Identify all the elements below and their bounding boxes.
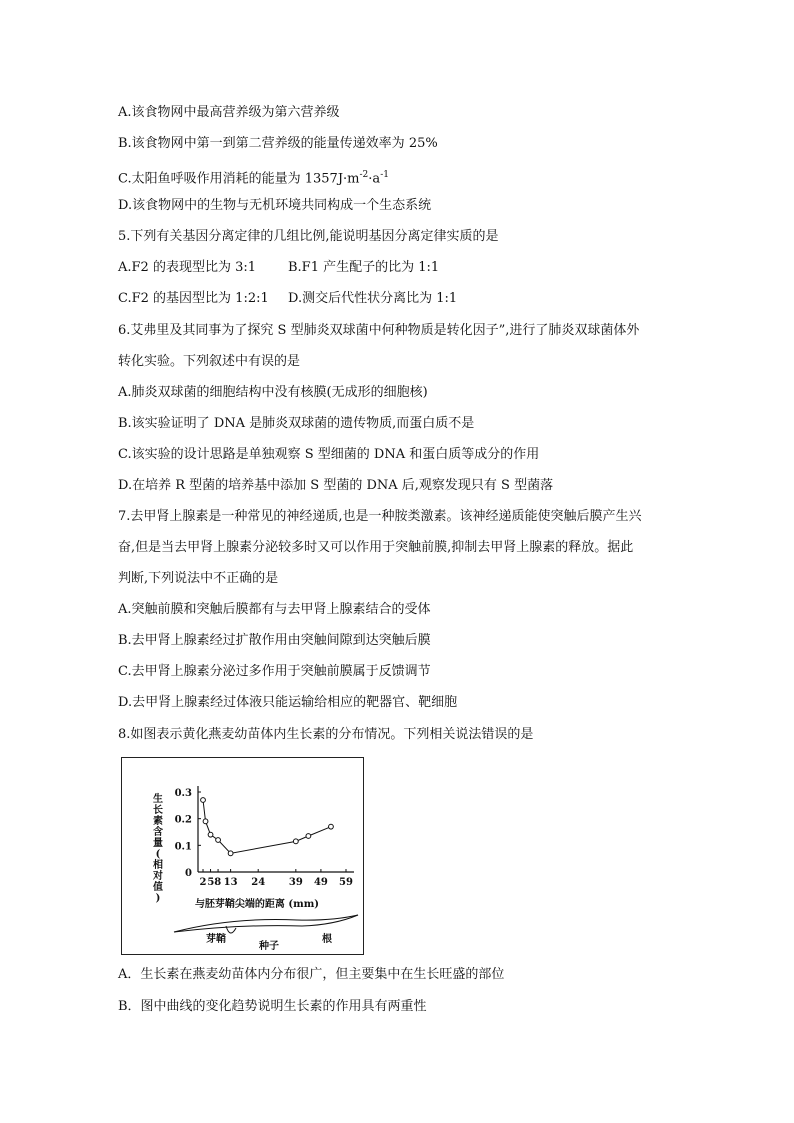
y-tick-label: 0.3 xyxy=(174,788,192,799)
q5-stem: 5.下列有关基因分离定律的几组比例,能说明基因分离定律实质的是 xyxy=(118,229,499,244)
q8-option-b: B．图中曲线的变化趋势说明生长素的作用具有两重性 xyxy=(118,999,427,1014)
q4-option-d: D.该食物网中的生物与无机环境共同构成一个生态系统 xyxy=(118,198,432,213)
q5-option-b: B.F1 产生配子的比为 1:1 xyxy=(288,260,440,275)
x-tick-label: 13 xyxy=(223,877,238,888)
x-tick-label: 24 xyxy=(251,877,266,888)
q5-option-c: C.F2 的基因型比为 1:2:1 xyxy=(118,291,269,306)
x-tick-label: 2 xyxy=(199,877,207,888)
q5-options-row-2 xyxy=(118,289,458,309)
y-tick-label: 0.1 xyxy=(174,841,192,853)
q7-option-d: D.去甲肾上腺素经过体液只能运输给相应的靶器官、靶细胞 xyxy=(118,695,458,710)
data-point xyxy=(293,839,298,844)
q4-option-c: C.太阳鱼呼吸作用消耗的能量为 $1357J\cdot m^{-2}\cdot a^{-1}$ xyxy=(118,170,389,187)
q8-option-a: A．生长素在燕麦幼苗体内分布很广，但主要集中在生长旺盛的部位 xyxy=(118,967,505,982)
y-tick-label: 0 xyxy=(185,868,192,879)
data-point xyxy=(329,824,334,829)
auxin-chart xyxy=(122,758,365,956)
x-tick-label: 58 xyxy=(207,877,222,888)
q7-option-b: B.去甲肾上腺素经过扩散作用由突触间隙到达突触后膜 xyxy=(118,633,431,648)
data-point xyxy=(203,819,208,824)
x-axis-label: 与胚芽鞘尖端的距离 (mm) xyxy=(194,899,320,910)
seed-label: 种子 xyxy=(259,941,279,952)
q5-option-a: A.F2 的表现型比为 3:1 xyxy=(118,260,256,275)
y-axis-label xyxy=(152,792,163,904)
y-axis-label-char: ( xyxy=(155,849,161,860)
data-point xyxy=(201,798,206,803)
y-axis-label-char: 值 xyxy=(153,882,163,893)
q7-option-a: A.突触前膜和突触后膜都有与去甲肾上腺素结合的受体 xyxy=(118,602,431,617)
data-point xyxy=(216,838,221,843)
q5-option-d: D.测交后代性状分离比为 1:1 xyxy=(288,291,458,306)
y-tick-label: 0.2 xyxy=(174,814,192,826)
q7-option-c: C.去甲肾上腺素分泌过多作用于突触前膜属于反馈调节 xyxy=(118,664,431,679)
coleoptile-label: 芽鞘 xyxy=(206,934,226,945)
q6-option-c: C.该实验的设计思路是单独观察 S 型细菌的 DNA 和蛋白质等成分的作用 xyxy=(118,447,540,462)
q6-option-a: A.肺炎双球菌的细胞结构中没有核膜(无成形的细胞核) xyxy=(118,385,428,400)
x-tick-label: 59 xyxy=(339,877,353,888)
q7-stem-line-1: 7.去甲肾上腺素是一种常见的神经递质,也是一种胺类激素。该神经递质能使突触后膜产生兴 xyxy=(118,509,642,524)
y-axis-label-char: 含 xyxy=(153,827,163,838)
y-axis-label-char: 对 xyxy=(153,871,163,882)
q8-stem: 8.如图表示黄化燕麦幼苗体内生长素的分布情况。下列相关说法错误的是 xyxy=(118,727,534,742)
data-point xyxy=(228,851,233,856)
y-axis-label-char: ) xyxy=(155,893,161,904)
q6-stem-line-2: 转化实验。下列叙述中有误的是 xyxy=(118,354,301,369)
q7-stem-line-2: 奋,但是当去甲肾上腺素分泌较多时又可以作用于突触前膜,抑制去甲肾上腺素的释放。据此 xyxy=(118,540,634,555)
q4-option-a: A.该食物网中最高营养级为第六营养级 xyxy=(118,105,340,120)
auxin-distribution-figure xyxy=(121,757,364,955)
q4-option-b: B.该食物网中第一到第二营养级的能量传递效率为 25% xyxy=(118,136,438,151)
y-axis-label-char: 量 xyxy=(153,838,163,849)
seedling-drawing xyxy=(174,915,358,933)
q6-stem-line-1: 6.艾弗里及其同事为了探究 S 型肺炎双球菌中何种物质是转化因子”,进行了肺炎双球菌体外 xyxy=(118,323,640,338)
q5-options-row-1 xyxy=(118,258,440,278)
y-axis-label-char: 长 xyxy=(153,805,163,816)
y-axis-label-char: 相 xyxy=(153,860,163,871)
series-line xyxy=(203,800,331,853)
data-point xyxy=(306,834,311,839)
q6-option-d: D.在培养 R 型菌的培养基中添加 S 型菌的 DNA 后,观察发现只有 S 型菌落 xyxy=(118,478,554,493)
x-tick-label: 39 xyxy=(288,877,303,888)
data-point xyxy=(208,832,213,837)
y-axis-label-char: 生 xyxy=(153,794,163,805)
root-label: 根 xyxy=(322,934,332,945)
q6-option-b: B.该实验证明了 DNA 是肺炎双球菌的遗传物质,而蛋白质不是 xyxy=(118,416,475,431)
q7-stem-line-3: 判断,下列说法中不正确的是 xyxy=(118,571,279,586)
x-tick-label: 49 xyxy=(313,877,328,888)
y-axis-label-char: 素 xyxy=(153,816,163,827)
